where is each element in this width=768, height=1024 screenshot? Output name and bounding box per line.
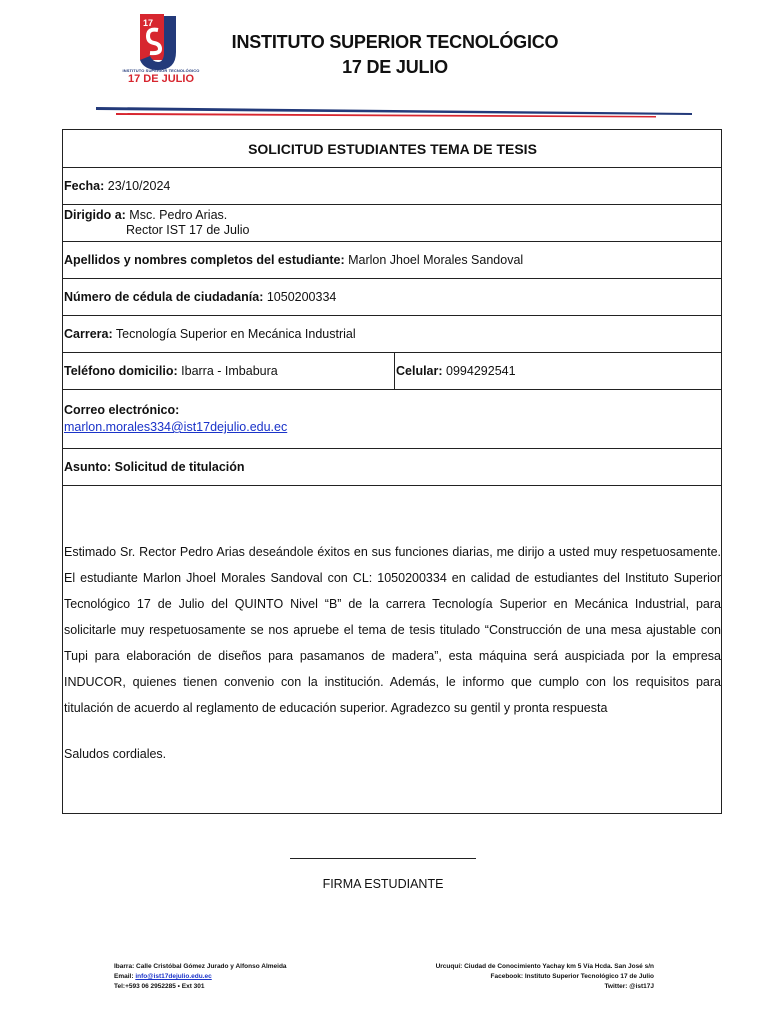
- footer-facebook: Facebook: Instituto Superior Tecnológico 17 de Julio: [490, 973, 654, 980]
- apellidos-label: Apellidos y nombres completos del estudiante:: [64, 253, 345, 267]
- letter-body: Estimado Sr. Rector Pedro Arias deseándole éxitos en sus funciones diarias, me dirijo a usted muy respetuosamente. El estudiante Marlon Jhoel Morales Sandoval con CL: 1050200334 en calidad de estudiantes del Instituto Superior Tecnológico 17 de Julio del QUINTO Nivel “B” de la carrera Tecnología Superior en Mecánica Industrial, para solicitarle muy respetuosamente se nos apruebe el tema de tesis titulado “Construcción de una mesa ajustable con Tupi para elaboración de diseños para pasamanos de madera”, esta máquina será auspiciada por la empresa INDUCOR, quienes tienen convenio con la institución. Además, le informo que cumplo con los requisitos para titulación de acuerdo al reglamento de educación superior. Agradezco su gentil y pronta respuesta: [64, 544, 721, 715]
- letter-body-cell: [63, 486, 722, 814]
- correo-row: [63, 390, 722, 449]
- celular-label: Celular:: [396, 364, 443, 378]
- footer-email-label: Email:: [114, 973, 134, 980]
- signature-line: [290, 858, 476, 859]
- telefono-value: Ibarra - Imbabura: [181, 364, 278, 378]
- apellidos-row: [63, 242, 722, 279]
- logo-number: 17: [143, 18, 154, 28]
- request-form-table: [62, 129, 722, 814]
- header-stripes: [96, 104, 692, 118]
- cedula-row: [63, 279, 722, 316]
- logo-caption: [118, 69, 204, 85]
- telefono-label: Teléfono domicilio:: [64, 364, 178, 378]
- carrera-row: [63, 316, 722, 353]
- footer-right: [436, 962, 654, 992]
- footer-address-ibarra: Ibarra: Calle Cristóbal Gómez Jurado y Alfonso Almeida: [114, 963, 287, 970]
- dirigido-label: Dirigido a:: [64, 208, 126, 222]
- dirigido-line2: Rector IST 17 de Julio: [126, 223, 250, 237]
- form-title: SOLICITUD ESTUDIANTES TEMA DE TESIS: [63, 130, 722, 168]
- celular-cell: [395, 353, 722, 390]
- dirigido-line1: Msc. Pedro Arias.: [129, 208, 228, 222]
- footer-email-link[interactable]: info@ist17dejulio.edu.ec: [135, 973, 212, 980]
- institute-title: [200, 30, 590, 80]
- footer-twitter: Twitter: @ist17J: [604, 983, 654, 990]
- institute-title-line1: INSTITUTO SUPERIOR TECNOLÓGICO: [231, 32, 559, 52]
- footer-left: [114, 962, 287, 992]
- cedula-label: Número de cédula de ciudadanía:: [64, 290, 264, 304]
- letter-greeting: Saludos cordiales.: [64, 746, 167, 761]
- fecha-value: 23/10/2024: [107, 179, 171, 193]
- carrera-label: Carrera:: [64, 327, 113, 341]
- telefono-cell: [63, 353, 395, 390]
- signature-label: FIRMA ESTUDIANTE: [322, 877, 444, 891]
- institute-title-line2: 17 DE JULIO: [342, 57, 448, 77]
- footer-phone: Tel:+593 06 2952285 • Ext 301: [114, 983, 205, 990]
- correo-link[interactable]: marlon.morales334@ist17dejulio.edu.ec: [64, 420, 288, 434]
- asunto-row: [63, 449, 722, 486]
- dirigido-row: [63, 205, 722, 242]
- fecha-row: [63, 168, 722, 205]
- carrera-value: Tecnología Superior en Mecánica Industrial: [115, 327, 356, 341]
- correo-label: Correo electrónico:: [64, 403, 180, 417]
- fecha-label: Fecha:: [64, 179, 105, 193]
- cedula-value: 1050200334: [266, 290, 337, 304]
- apellidos-value: Marlon Jhoel Morales Sandoval: [348, 253, 524, 267]
- celular-value: 0994292541: [446, 364, 516, 378]
- logo-small-text: INSTITUTO SUPERIOR TECNOLÓGICO: [122, 68, 200, 73]
- logo-big-text: 17 DE JULIO: [127, 73, 195, 85]
- footer-address-urcuqui: Urcuquí: Ciudad de Conocimiento Yachay km 5 Vía Hcda. San José s/n: [435, 963, 654, 970]
- asunto-label: Asunto: Solicitud de titulación: [64, 460, 245, 474]
